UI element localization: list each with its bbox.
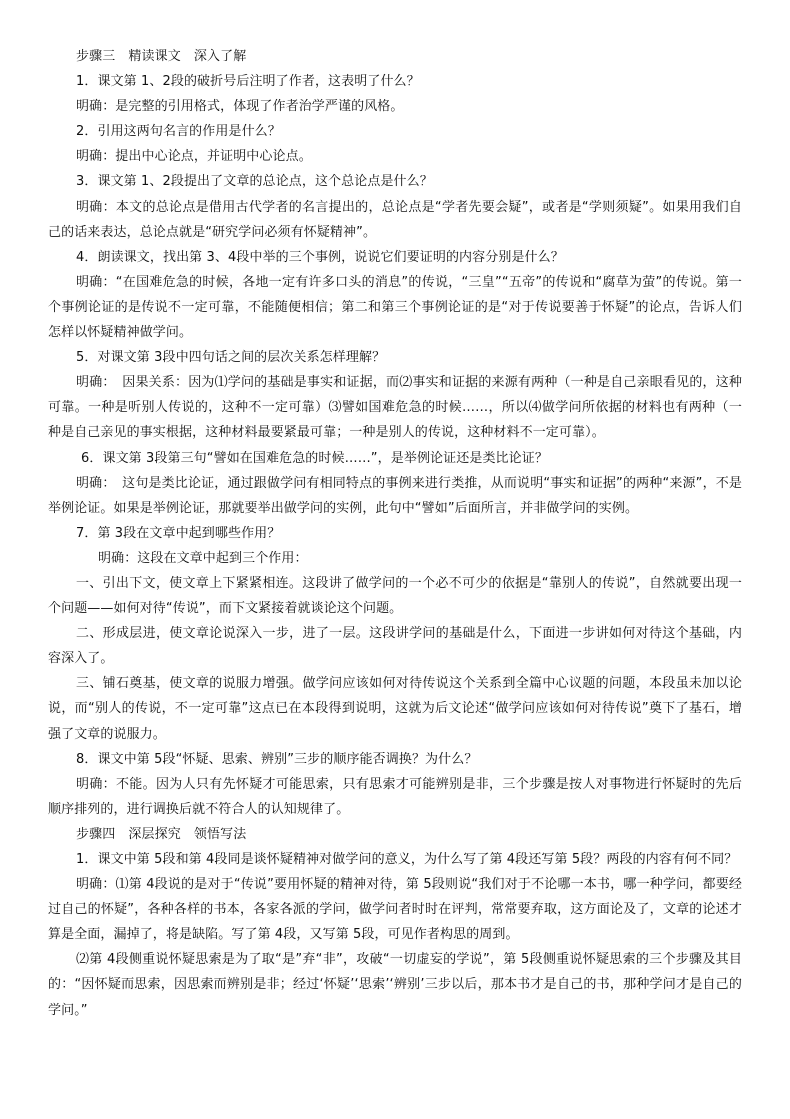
step-4-question-1: 1．课文中第 5段和第 4段同是谈怀疑精神对做学问的意义，为什么写了第 4段还写第 5段？两段的内容有何不同？ — [76, 852, 738, 867]
answer-7-point-2: 二、形成层进，使文章论说深入一步，进了一层。这段讲学问的基础是什么，下面进一步讲如何对待这个基础，内容深入了。 — [48, 626, 742, 667]
answer-1: 明确：是完整的引用格式，体现了作者治学严谨的风格。 — [76, 99, 404, 115]
answer-2: 明确：提出中心论点，并证明中心论点。 — [76, 149, 312, 165]
question-7: 7．第 3段在文章中起到哪些作用？ — [76, 525, 281, 541]
answer-7-point-1: 一、引出下文，使文章上下紧紧相连。这段讲了做学问的一个必不可少的依据是“靠别人的传说”，自然就要出现一个问题——如何对待“传说”，而下文紧接着就谈论这个问题。 — [48, 575, 742, 617]
step-4-answer-1-part-1: 明确：⑴第 4段说的是对于“传说”要用怀疑的精神对待，第 5段则说“我们对于不论哪一本书，哪一种学问，都要经过自己的怀疑”，各种各样的书本，各家各派的学问，做学问者时时在评判，常常要弃取，这方面论及了，文章的论述才算是全面，漏掉了，将是缺陷。写了第 4段，又写第 5段，可见作者构思的周到。 — [48, 877, 742, 943]
question-8: 8．课文中第 5段“怀疑、思索、辨别”三步的顺序能否调换？为什么？ — [76, 751, 478, 767]
question-3: 3．课文第 1、2段提出了文章的总论点，这个总论点是什么？ — [76, 174, 433, 190]
section-heading-step-3: 步骤三 精读课文 深入了解 — [76, 49, 247, 64]
answer-6: 明确： 这句是类比论证，通过跟做学问有相同特点的事例来进行类推，从而说明“事实和证据”的两种“来源”，不是举例论证。如果是举例论证，那就要举出做学问的实例，此句中“譬如”后面所言，并非做学问的实例。 — [48, 475, 742, 516]
answer-8: 明确：不能。因为人只有先怀疑才可能思索，只有思索才可能辨别是非，三个步骤是按人对事物进行怀疑时的先后顺序排列的，进行调换后就不符合人的认知规律了。 — [48, 776, 742, 817]
question-1: 1．课文第 1、2段的破折号后注明了作者，这表明了什么？ — [76, 74, 420, 90]
section-heading-step-4: 步骤四 深层探究 领悟写法 — [76, 826, 247, 842]
question-6: 6．课文第 3段第三句“譬如在国难危急的时候……”，是举例论证还是类比论证？ — [81, 450, 548, 466]
answer-7-point-3: 三、铺石奠基，使文章的说服力增强。做学问应该如何对待传说这个关系到全篇中心议题的问题，本段虽未加以论说，而“别人的传说，不一定可靠”这点已在本段得到说明，这就为后文论述“做学问应该如何对待传说”奠下了基石，增强了文章的说服力。 — [48, 676, 742, 742]
answer-3: 明确：本文的总论点是借用古代学者的名言提出的，总论点是“学者先要会疑”，或者是“学则须疑”。如果用我们自己的话来表达，总论点就是“研究学问必须有怀疑精神”。 — [48, 199, 742, 240]
step-4-answer-1-part-2: ⑵第 4段侧重说怀疑思索是为了取“是”弃“非”，攻破“一切虚妄的学说”，第 5段侧重说怀疑思索的三个步骤及其目的：“因怀疑而思索，因思索而辨别是非；经过‘怀疑’‘思索’‘辨别’三步以后，那本书才是自己的书，那种学问才是自己的学问。” — [48, 952, 742, 1018]
answer-7-intro: 明确：这段在文章中起到三个作用： — [98, 550, 308, 566]
answer-5: 明确： 因果关系：因为⑴学问的基础是事实和证据，而⑵事实和证据的来源有两种（一种是自己亲眼看见的，这种可靠。一种是听别人传说的，这种不一定可靠）⑶譬如国难危急的时候……，所以⑷做学问所依据的材料也有两种（一种是自己亲见的事实根据，这种材料最要紧最可靠；一种是别人的传说，这种材料不一定可靠）。 — [48, 375, 742, 441]
question-4: 4．朗读课文，找出第 3、4段中举的三个事例，说说它们要证明的内容分别是什么？ — [76, 249, 564, 265]
question-5: 5．对课文第 3段中四句话之间的层次关系怎样理解？ — [76, 350, 386, 366]
document-body — [48, 44, 742, 1023]
question-2: 2．引用这两句名言的作用是什么？ — [76, 124, 281, 140]
answer-4: 明确：“在国难危急的时候，各地一定有许多口头的消息”的传说，“三皇”“五帝”的传说和“腐草为萤”的传说。第一个事例论证的是传说不一定可靠，不能随便相信；第二和第三个事例论证的是“对于传说要善于怀疑”的论点，告诉人们怎样以怀疑精神做学问。 — [48, 274, 742, 341]
